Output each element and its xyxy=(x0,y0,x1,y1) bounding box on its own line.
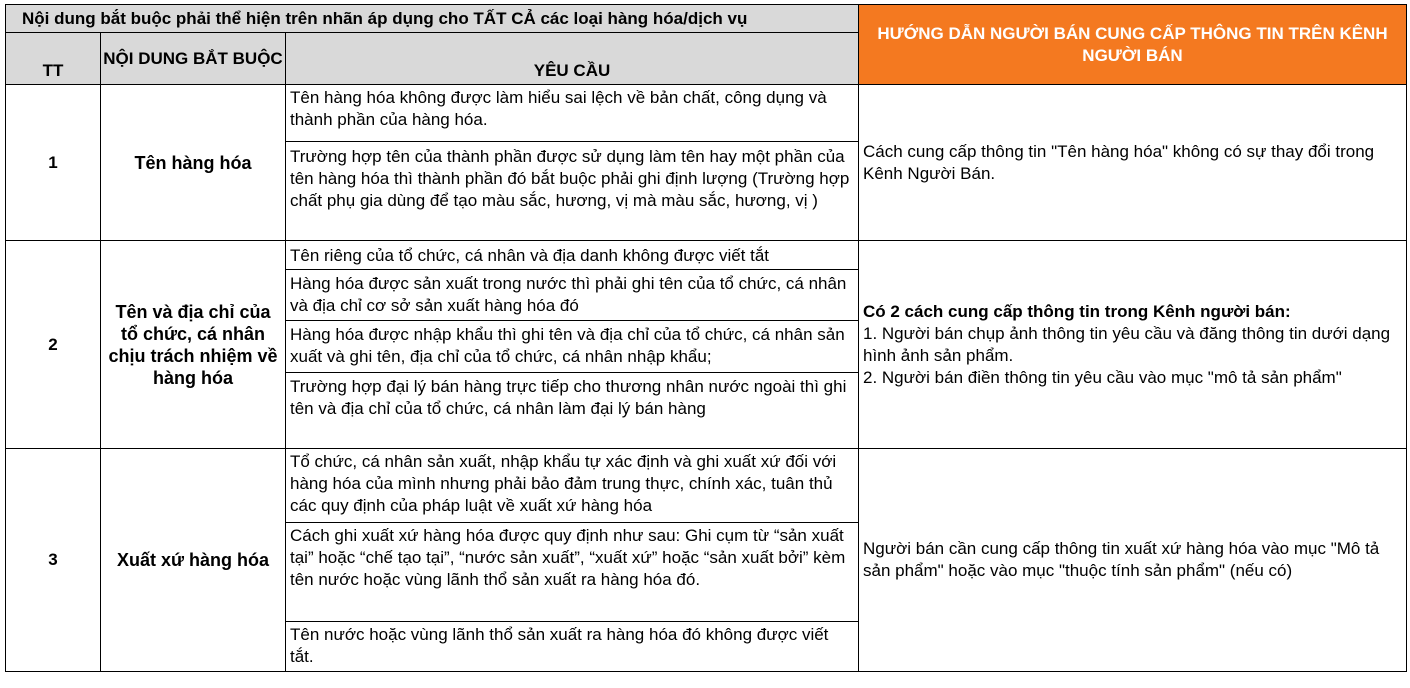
guide-line: 1. Người bán chụp ảnh thông tin yêu cầu và đăng thông tin dưới dạng hình ảnh sản phẩm. xyxy=(863,323,1391,365)
requirement-cell: Tên hàng hóa không được làm hiểu sai lệch về bản chất, công dụng và thành phần của hàng hóa. xyxy=(286,85,859,142)
guide-column-header: HƯỚNG DẪN NGƯỜI BÁN CUNG CẤP THÔNG TIN TRÊN KÊNH NGƯỜI BÁN xyxy=(859,5,1407,85)
requirement-cell: Trường hợp đại lý bán hàng trực tiếp cho thương nhân nước ngoài thì ghi tên và địa chỉ của tổ chức, cá nhân làm đại lý bán hàng xyxy=(286,373,859,449)
row-number: 2 xyxy=(6,241,101,449)
requirement-cell: Cách ghi xuất xứ hàng hóa được quy định như sau: Ghi cụm từ “sản xuất tại” hoặc “chế tạo tại”, “nước sản xuất”, “xuất xứ” hoặc “sản xuất bởi” kèm tên nước hoặc vùng lãnh thổ sản xuất ra hàng hóa đó. xyxy=(286,523,859,622)
guide-cell: Cách cung cấp thông tin "Tên hàng hóa" không có sự thay đổi trong Kênh Người Bán. xyxy=(859,85,1407,241)
item-name: Xuất xứ hàng hóa xyxy=(101,449,286,672)
guide-cell xyxy=(859,241,1407,449)
labeling-requirements-table xyxy=(5,4,1407,672)
guide-heading: Có 2 cách cung cấp thông tin trong Kênh người bán: xyxy=(863,301,1291,321)
column-header-requirement: YÊU CẦU xyxy=(286,33,859,85)
requirement-cell: Hàng hóa được nhập khẩu thì ghi tên và địa chỉ của tổ chức, cá nhân sản xuất và ghi tên, địa chỉ của tổ chức, cá nhân nhập khẩu; xyxy=(286,321,859,373)
row-number: 1 xyxy=(6,85,101,241)
row-number: 3 xyxy=(6,449,101,672)
column-header-tt: TT xyxy=(6,33,101,85)
item-name: Tên hàng hóa xyxy=(101,85,286,241)
requirement-cell: Tổ chức, cá nhân sản xuất, nhập khẩu tự xác định và ghi xuất xứ đối với hàng hóa của mình nhưng phải bảo đảm trung thực, chính xác, tuân thủ các quy định của pháp luật về xuất xứ hàng hóa xyxy=(286,449,859,523)
column-header-content: NỘI DUNG BẮT BUỘC xyxy=(101,33,286,85)
requirement-cell: Trường hợp tên của thành phần được sử dụng làm tên hay một phần của tên hàng hóa thì thành phần đó bắt buộc phải ghi định lượng (Trường hợp chất phụ gia dùng để tạo màu sắc, hương, vị mà màu sắc, hương, vị ) xyxy=(286,142,859,241)
item-name: Tên và địa chỉ của tổ chức, cá nhân chịu trách nhiệm về hàng hóa xyxy=(101,241,286,449)
requirement-cell: Tên riêng của tổ chức, cá nhân và địa danh không được viết tắt xyxy=(286,241,859,270)
requirement-cell: Hàng hóa được sản xuất trong nước thì phải ghi tên của tổ chức, cá nhân và địa chỉ cơ sở sản xuất hàng hóa đó xyxy=(286,270,859,321)
guide-line: 2. Người bán điền thông tin yêu cầu vào mục "mô tả sản phẩm" xyxy=(863,367,1342,387)
guide-cell: Người bán cần cung cấp thông tin xuất xứ hàng hóa vào mục "Mô tả sản phẩm" hoặc vào mục "thuộc tính sản phẩm" (nếu có) xyxy=(859,449,1407,672)
requirement-cell: Tên nước hoặc vùng lãnh thổ sản xuất ra hàng hóa đó không được viết tắt. xyxy=(286,622,859,672)
table-title: Nội dung bắt buộc phải thể hiện trên nhãn áp dụng cho TẤT CẢ các loại hàng hóa/dịch vụ xyxy=(6,5,859,33)
